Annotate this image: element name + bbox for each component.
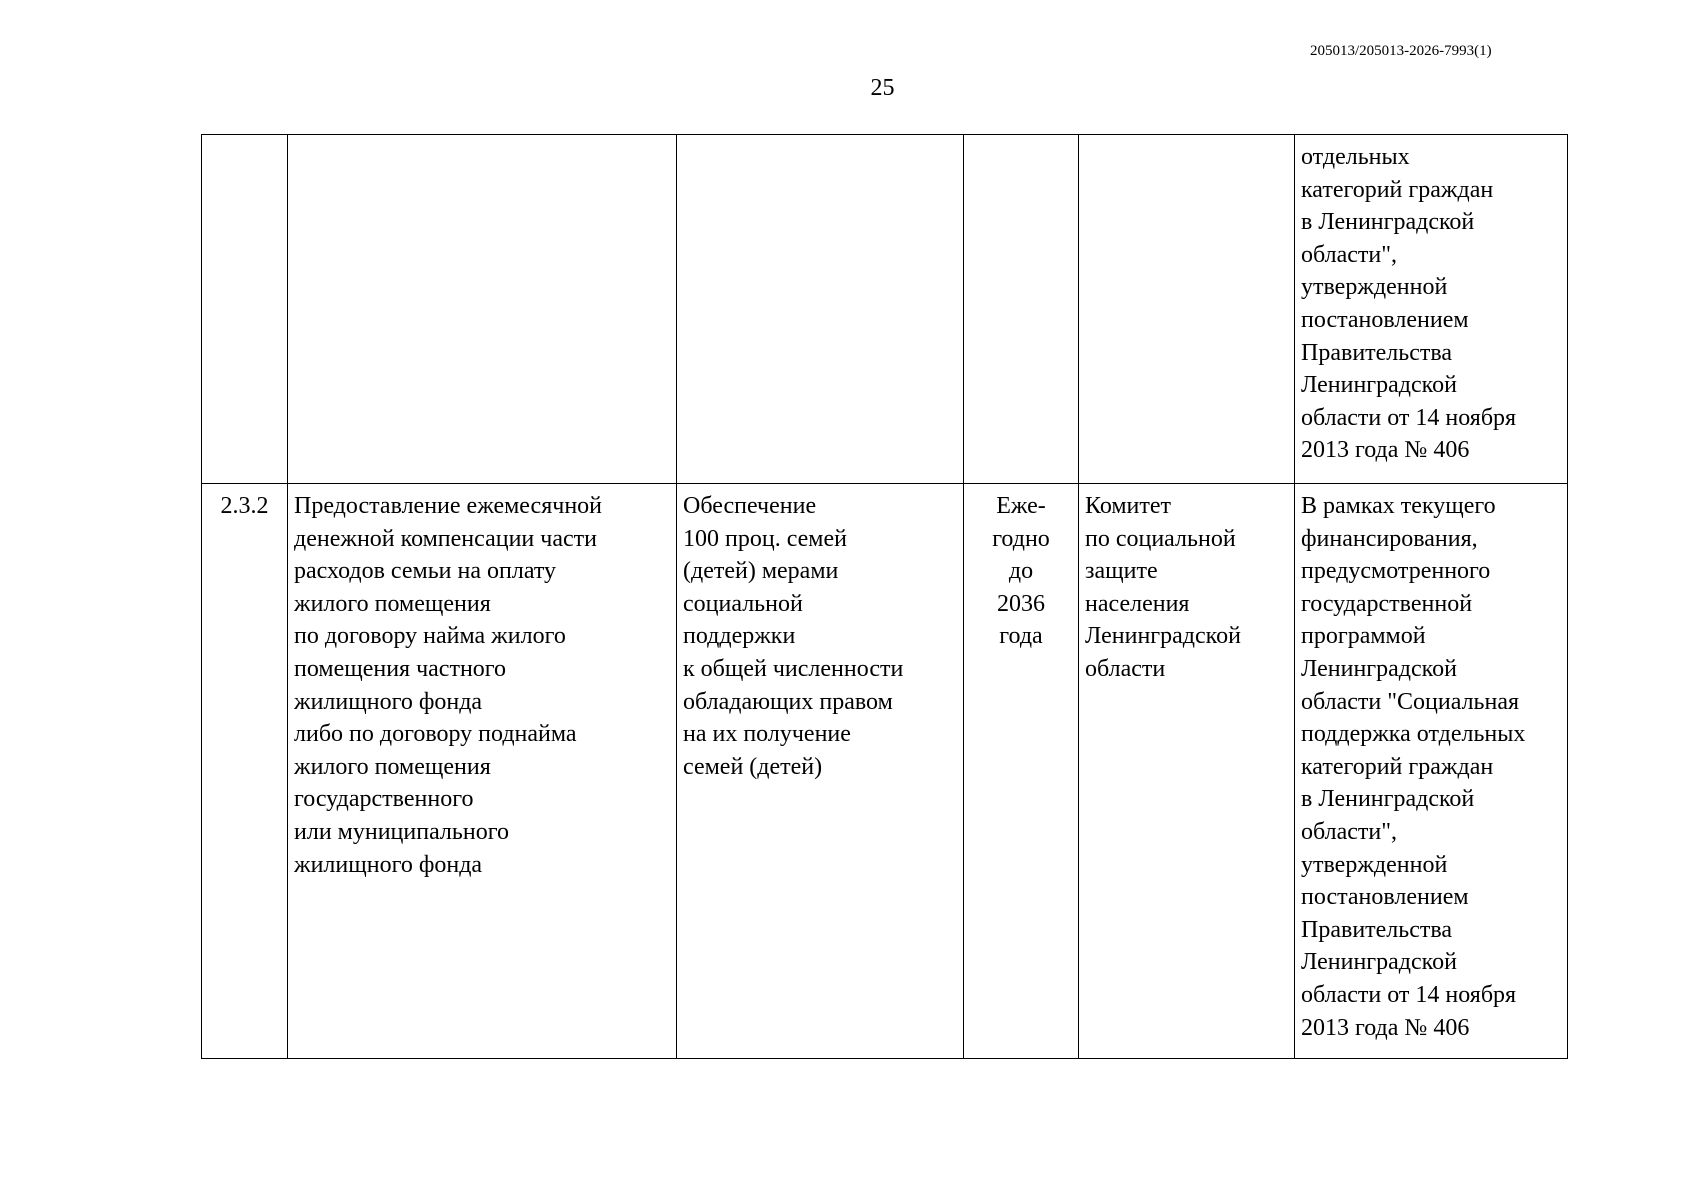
cell-term: Еже- годно до 2036 года (964, 484, 1079, 1059)
page-number: 25 (870, 75, 895, 101)
cell-term (964, 135, 1079, 484)
table-row (202, 484, 1568, 1059)
cell-result: Обеспечение 100 проц. семей (детей) мерами социальной поддержки к общей численности обладающих правом на их получение семей (детей) (677, 484, 964, 1059)
cell-number (202, 135, 288, 484)
table-row (202, 135, 1568, 484)
measures-table (201, 134, 1568, 1059)
cell-result (677, 135, 964, 484)
cell-financing: отдельных категорий граждан в Ленинградской области", утвержденной постановлением Правительства Ленинградской области от 14 ноября 2013 года № 406 (1295, 135, 1568, 484)
cell-financing: В рамках текущего финансирования, предусмотренного государственной программой Ленинградской области "Социальная поддержка отдельных категорий граждан в Ленинградской области", утвержденной постановлением Правительства Ленинградской области от 14 ноября 2013 года № 406 (1295, 484, 1568, 1059)
cell-executor (1079, 135, 1295, 484)
cell-executor: Комитет по социальной защите населения Ленинградской области (1079, 484, 1295, 1059)
cell-number: 2.3.2 (202, 484, 288, 1059)
cell-measure (288, 135, 677, 484)
cell-measure: Предоставление ежемесячной денежной компенсации части расходов семьи на оплату жилого помещения по договору найма жилого помещения частного жилищного фонда либо по договору поднайма жилого помещения государственного или муниципального жилищного фонда (288, 484, 677, 1059)
document-id: 205013/205013-2026-7993(1) (1310, 43, 1492, 59)
